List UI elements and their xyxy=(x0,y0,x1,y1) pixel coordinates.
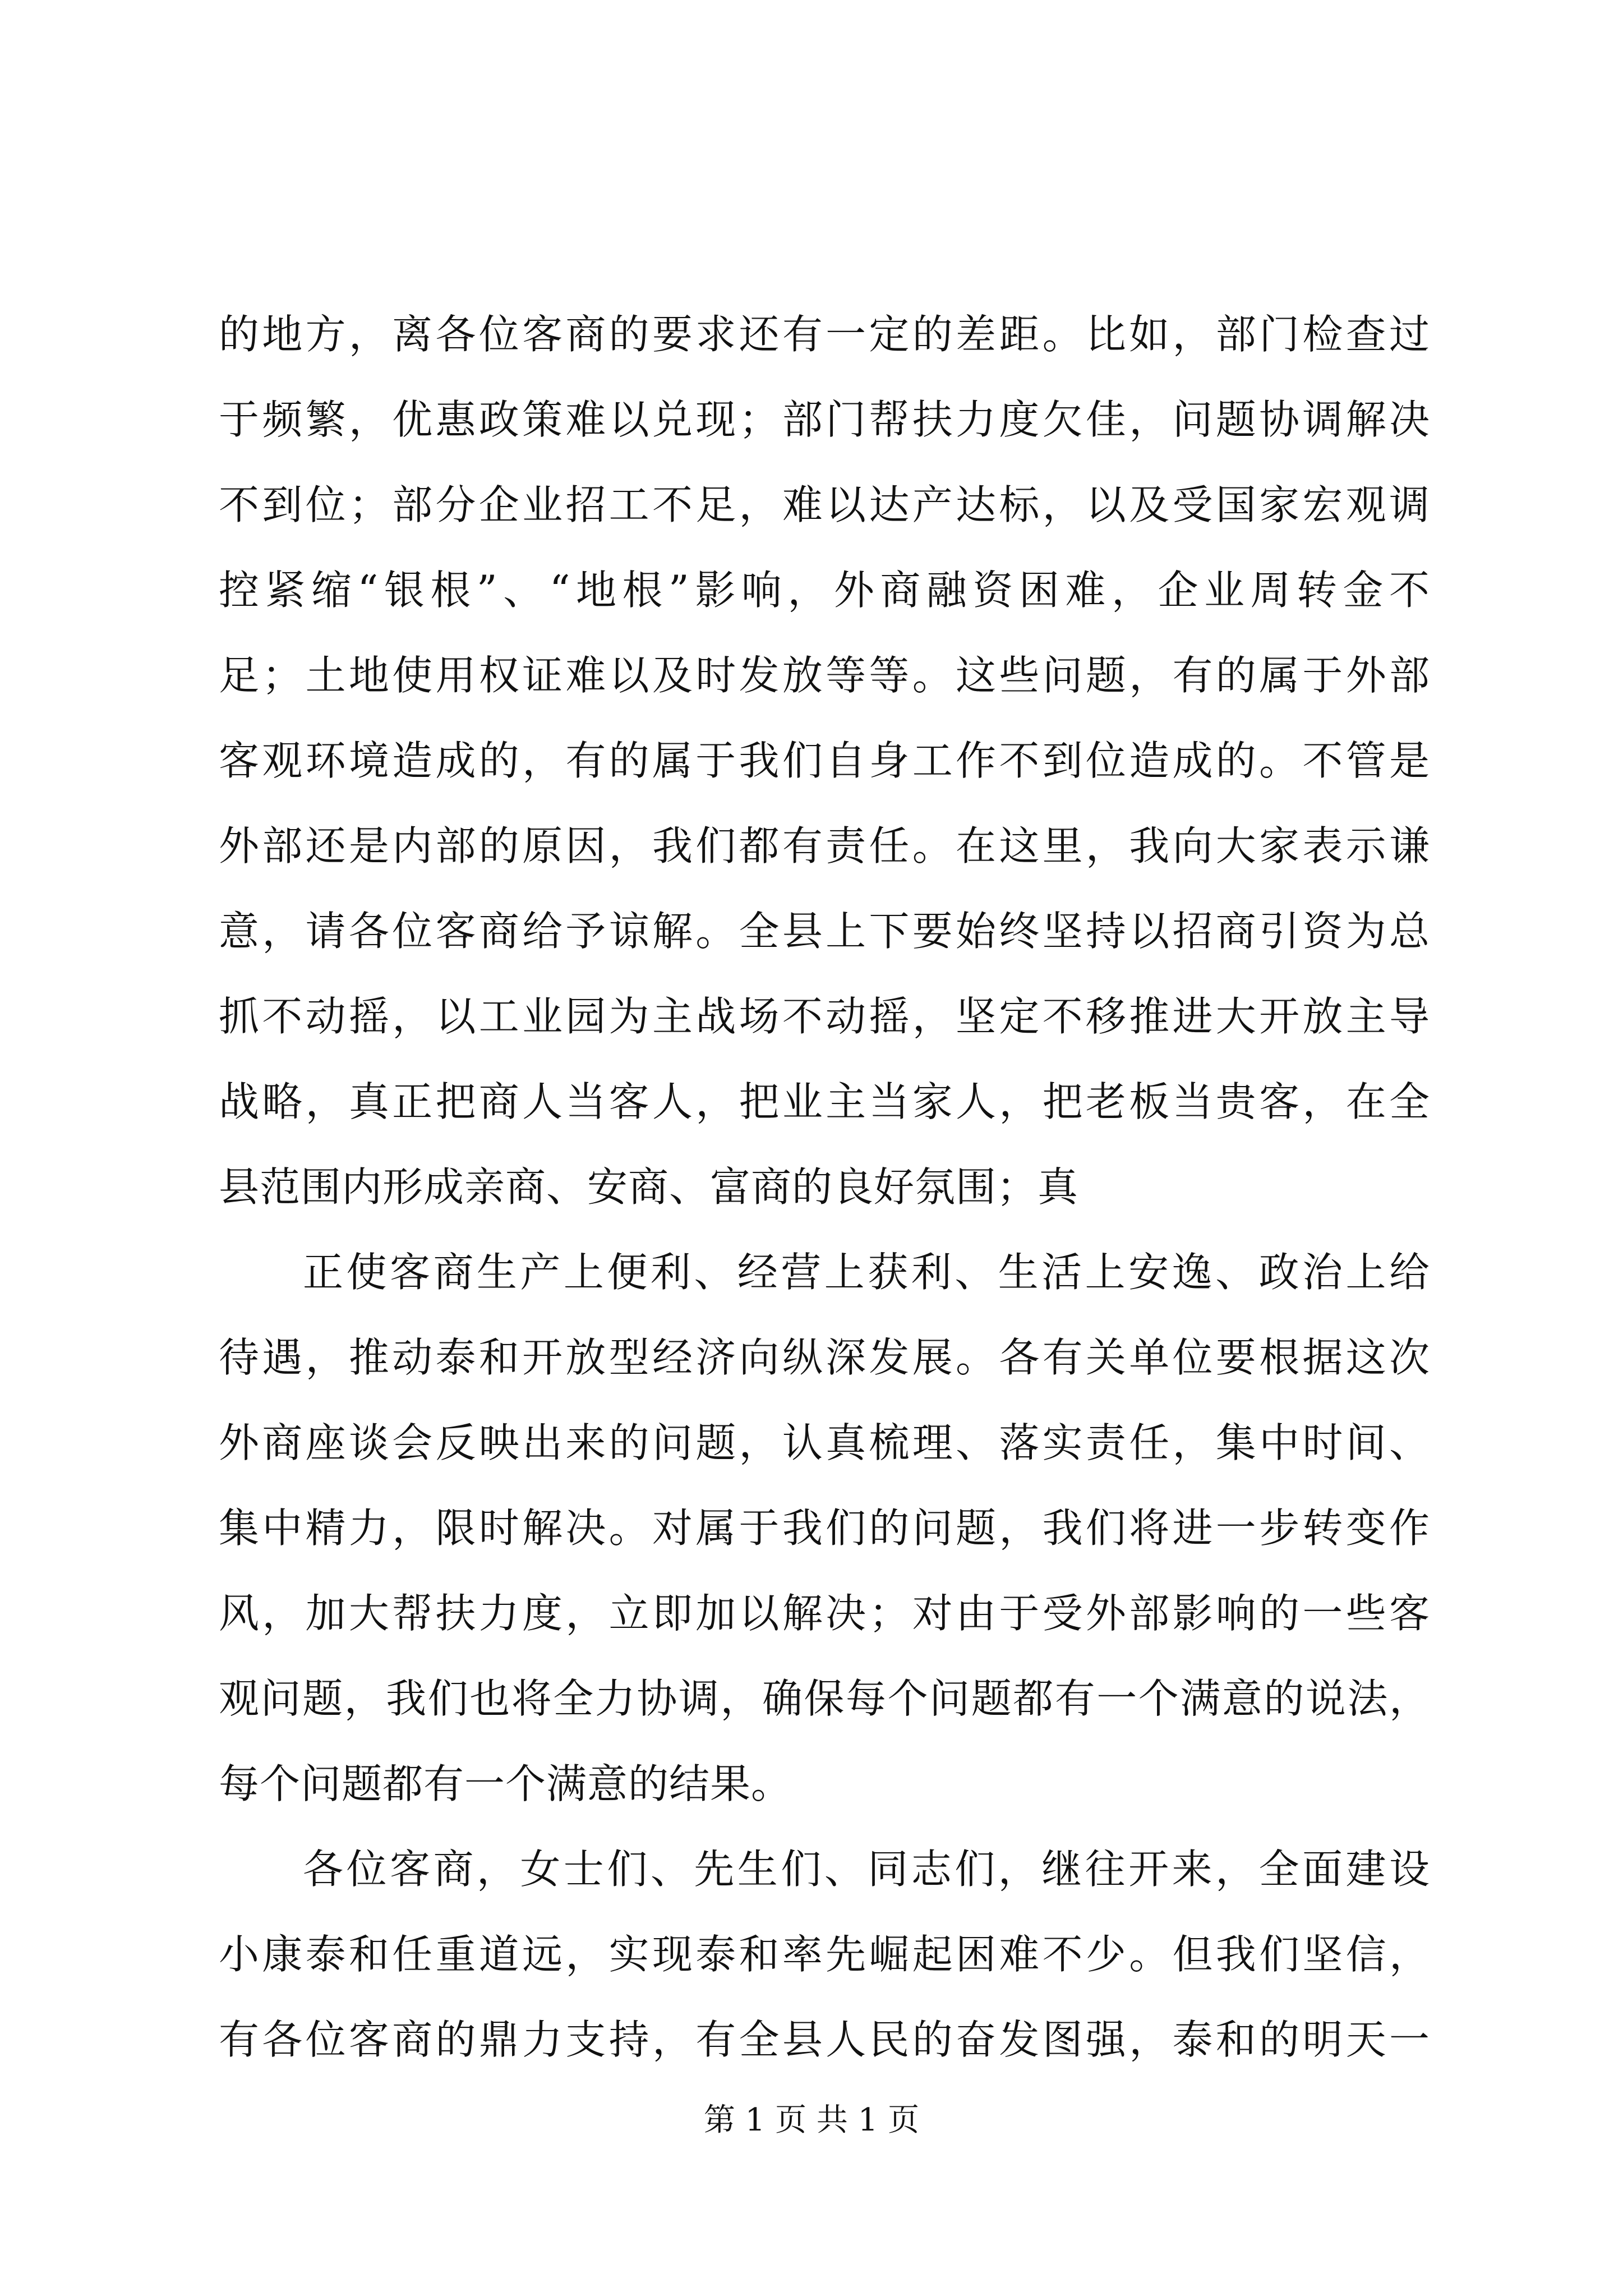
text-line: 外商座谈会反映出来的问题，认真梳理、落实责任，集中时间、 xyxy=(219,1419,1430,1466)
paragraph-2 xyxy=(219,1230,1430,1826)
text-line: 控紧缩“银根”、“地根”影响，外商融资困难，企业周转金不 xyxy=(219,567,1430,614)
text-line: 各位客商，女士们、先生们、同志们，继往开来，全面建设 xyxy=(303,1846,1430,1893)
text-line: 观问题，我们也将全力协调，确保每个问题都有一个满意的说法， xyxy=(219,1675,1430,1722)
text-line: 战略，真正把商人当客人，把业主当家人，把老板当贵客，在全 xyxy=(219,1078,1430,1125)
text-line: 待遇，推动泰和开放型经济向纵深发展。各有关单位要根据这次 xyxy=(219,1334,1430,1381)
text-line: 客观环境造成的，有的属于我们自身工作不到位造成的。不管是 xyxy=(219,737,1430,784)
text-line: 意，请各位客商给予谅解。全县上下要始终坚持以招商引资为总 xyxy=(219,908,1430,955)
text-line: 不到位；部分企业招工不足，难以达产达标，以及受国家宏观调 xyxy=(219,481,1430,528)
text-line: 于频繁，优惠政策难以兑现；部门帮扶力度欠佳，问题协调解决 xyxy=(219,396,1430,443)
text-line: 风，加大帮扶力度，立即加以解决；对由于受外部影响的一些客 xyxy=(219,1590,1430,1637)
text-line: 的地方，离各位客商的要求还有一定的差距。比如，部门检查过 xyxy=(219,311,1430,358)
text-line: 有各位客商的鼎力支持，有全县人民的奋发图强，泰和的明天一 xyxy=(219,2016,1430,2063)
document-body xyxy=(219,292,1430,2082)
page-number-label: 第 1 页 共 1 页 xyxy=(703,2102,920,2138)
text-line: 每个问题都有一个满意的结果。 xyxy=(219,1760,792,1807)
text-line: 小康泰和任重道远，实现泰和率先崛起困难不少。但我们坚信， xyxy=(219,1931,1430,1978)
text-line: 外部还是内部的原因，我们都有责任。在这里，我向大家表示谦 xyxy=(219,822,1430,869)
text-line: 抓不动摇，以工业园为主战场不动摇，坚定不移推进大开放主导 xyxy=(219,993,1430,1040)
text-line: 集中精力，限时解决。对属于我们的问题，我们将进一步转变作 xyxy=(219,1504,1430,1552)
text-line: 县范围内形成亲商、安商、富商的良好氛围；真 xyxy=(219,1163,1079,1211)
text-line: 正使客商生产上便利、经营上获利、生活上安逸、政治上给 xyxy=(303,1249,1430,1296)
paragraph-3 xyxy=(219,1826,1430,2082)
paragraph-1 xyxy=(219,292,1430,1230)
page-footer xyxy=(0,2101,1623,2140)
text-line: 足；土地使用权证难以及时发放等等。这些问题，有的属于外部 xyxy=(219,652,1430,699)
